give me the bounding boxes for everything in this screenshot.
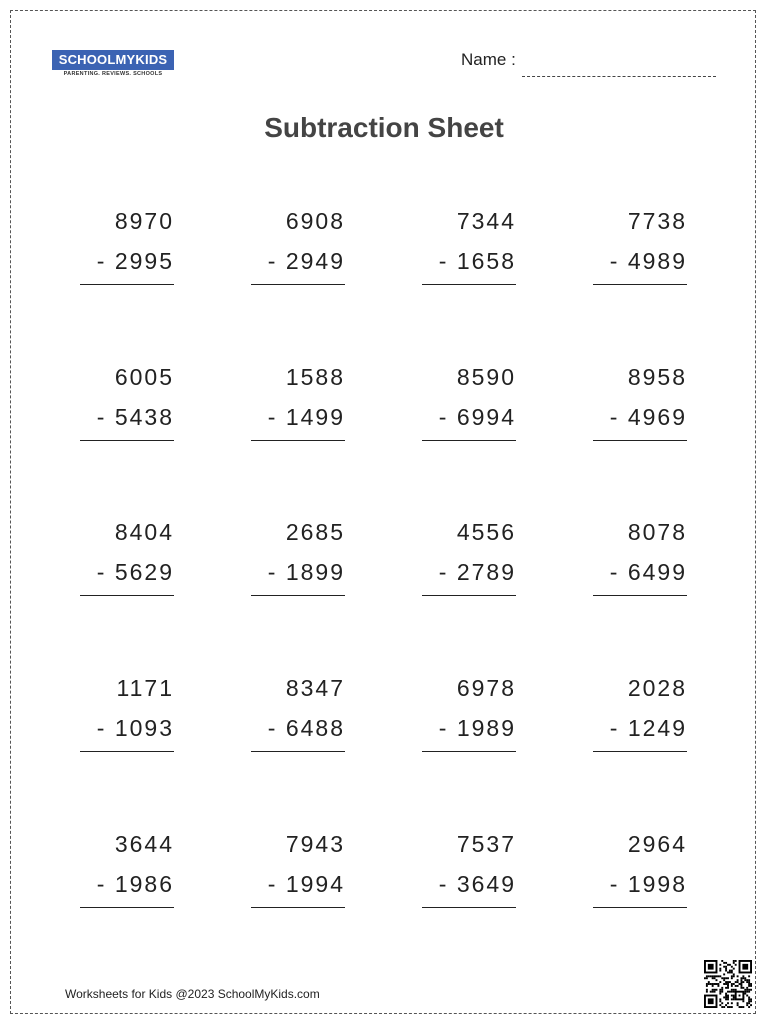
name-label: Name :	[461, 50, 516, 69]
minuend: 8347	[285, 675, 345, 701]
answer-line	[593, 595, 687, 596]
minuend: 7537	[456, 831, 516, 857]
subtrahend: - 1249	[609, 715, 687, 741]
answer-line	[251, 751, 345, 752]
name-write-line	[522, 76, 716, 77]
subtraction-problem	[593, 360, 687, 450]
minuend: 4556	[456, 519, 516, 545]
subtraction-problem	[251, 827, 345, 917]
subtrahend: - 5438	[96, 404, 174, 430]
subtrahend: - 1093	[96, 715, 174, 741]
subtrahend: - 3649	[438, 871, 516, 897]
logo-wordmark: SCHOOLMYKIDS	[52, 50, 174, 70]
answer-line	[251, 284, 345, 285]
answer-line	[593, 907, 687, 908]
subtraction-problem	[422, 827, 516, 917]
subtraction-problem	[251, 671, 345, 761]
subtraction-problem	[80, 360, 174, 450]
subtraction-problem	[80, 204, 174, 294]
answer-line	[422, 595, 516, 596]
subtraction-problem	[593, 515, 687, 605]
subtraction-problem	[80, 827, 174, 917]
subtrahend: - 4969	[609, 404, 687, 430]
minuend: 8078	[627, 519, 687, 545]
answer-line	[593, 751, 687, 752]
answer-line	[593, 440, 687, 441]
answer-line	[422, 751, 516, 752]
answer-line	[80, 595, 174, 596]
subtrahend: - 5629	[96, 559, 174, 585]
page-title: Subtraction Sheet	[264, 112, 504, 143]
subtraction-problem	[80, 671, 174, 761]
answer-line	[251, 440, 345, 441]
subtraction-problem	[593, 204, 687, 294]
minuend: 3644	[114, 831, 174, 857]
subtraction-problem	[251, 360, 345, 450]
subtrahend: - 6499	[609, 559, 687, 585]
minuend: 6908	[285, 208, 345, 234]
minuend: 2964	[627, 831, 687, 857]
subtrahend: - 6994	[438, 404, 516, 430]
subtrahend: - 2995	[96, 248, 174, 274]
minuend: 2028	[627, 675, 687, 701]
answer-line	[593, 284, 687, 285]
answer-line	[80, 284, 174, 285]
subtrahend: - 1989	[438, 715, 516, 741]
answer-line	[422, 440, 516, 441]
answer-line	[80, 751, 174, 752]
subtraction-problem	[422, 671, 516, 761]
qr-code-icon	[704, 960, 752, 1008]
answer-line	[422, 907, 516, 908]
logo-tagline: PARENTING. REVIEWS. SCHOOLS	[63, 71, 163, 77]
answer-line	[422, 284, 516, 285]
subtraction-problem	[422, 515, 516, 605]
subtrahend: - 1994	[267, 871, 345, 897]
answer-line	[251, 907, 345, 908]
subtraction-problem	[251, 204, 345, 294]
subtraction-problem	[422, 360, 516, 450]
minuend: 7943	[285, 831, 345, 857]
subtrahend: - 1499	[267, 404, 345, 430]
subtrahend: - 4989	[609, 248, 687, 274]
subtrahend: - 6488	[267, 715, 345, 741]
subtraction-problem	[593, 827, 687, 917]
subtraction-problem	[251, 515, 345, 605]
subtraction-problem	[422, 204, 516, 294]
subtrahend: - 1658	[438, 248, 516, 274]
answer-line	[251, 595, 345, 596]
minuend: 2685	[285, 519, 345, 545]
schoolmykids-logo	[52, 50, 174, 77]
footer-credit: Worksheets for Kids @2023 SchoolMyKids.com	[65, 987, 320, 1001]
minuend: 8958	[627, 364, 687, 390]
subtrahend: - 2789	[438, 559, 516, 585]
minuend: 7344	[456, 208, 516, 234]
subtrahend: - 1899	[267, 559, 345, 585]
answer-line	[80, 907, 174, 908]
subtrahend: - 1998	[609, 871, 687, 897]
subtraction-problem	[593, 671, 687, 761]
minuend: 6978	[456, 675, 516, 701]
answer-line	[80, 440, 174, 441]
minuend: 8404	[114, 519, 174, 545]
subtraction-problem	[80, 515, 174, 605]
minuend: 1171	[116, 675, 174, 701]
minuend: 1588	[285, 364, 345, 390]
subtrahend: - 2949	[267, 248, 345, 274]
subtrahend: - 1986	[96, 871, 174, 897]
minuend: 8590	[456, 364, 516, 390]
minuend: 7738	[627, 208, 687, 234]
minuend: 8970	[114, 208, 174, 234]
minuend: 6005	[114, 364, 174, 390]
